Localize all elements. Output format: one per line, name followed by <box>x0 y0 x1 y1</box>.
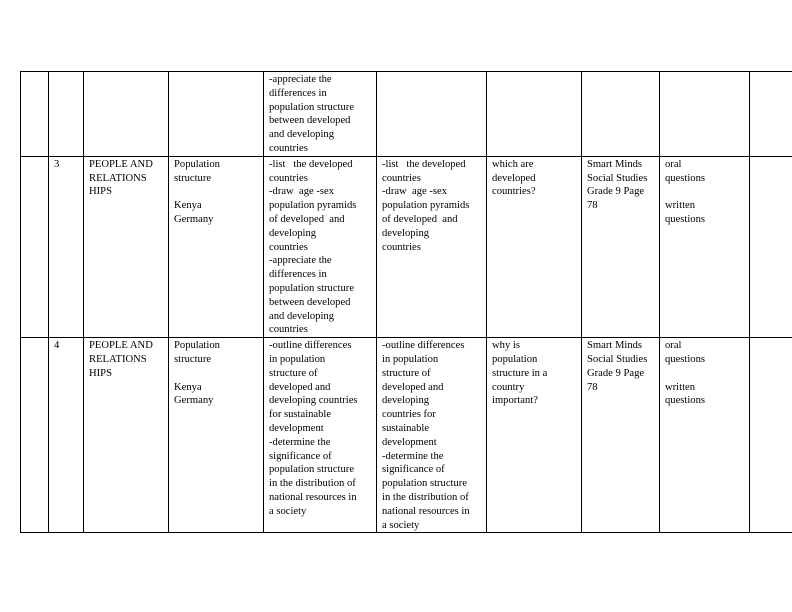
learning-resources-cell <box>582 156 660 337</box>
blank-line <box>665 185 744 199</box>
assessment-line: questions <box>665 172 706 184</box>
resources-line: 78 <box>587 381 598 393</box>
table-row <box>21 156 792 337</box>
outcomes-line: differences in <box>269 87 327 99</box>
resources-line: Grade 9 Page <box>587 186 645 198</box>
outcomes-line: between developed <box>269 115 351 127</box>
assessment-cell <box>660 338 750 533</box>
blank-cell <box>21 72 49 157</box>
outcomes-line: -draw age -sex <box>269 186 335 198</box>
experiences-line: countries for <box>382 409 436 421</box>
strand-cell <box>84 338 169 533</box>
blank-line <box>174 367 258 381</box>
outcomes-line: and developing <box>269 129 335 141</box>
inquiry-line: countries? <box>492 186 536 198</box>
table-row <box>21 338 792 533</box>
sub-strand-cell <box>169 72 264 157</box>
outcomes-line: countries <box>269 142 308 154</box>
sub-strand-cell <box>169 156 264 337</box>
sub_strand_examples-line: Kenya <box>174 200 202 212</box>
assessment-cell <box>660 156 750 337</box>
experiences-line: population structure <box>382 478 468 490</box>
resources-line: Social Studies <box>587 172 648 184</box>
experiences-line: in population <box>382 353 439 365</box>
sub_strand_examples-line: Germany <box>174 213 214 225</box>
outcomes-line: developed and <box>269 381 331 393</box>
sub_strand_examples-line: Germany <box>174 395 214 407</box>
outcomes-line: national resources in <box>269 491 357 503</box>
strand-line: PEOPLE AND <box>89 340 153 352</box>
reflection-cell <box>750 338 792 533</box>
inquiry-line: population <box>492 353 538 365</box>
table-body <box>21 72 792 533</box>
outcomes-line: developing <box>269 227 317 239</box>
outcomes-line: -list the developed <box>269 158 353 170</box>
experiences-line: developing <box>382 395 430 407</box>
inquiry-line: country <box>492 381 525 393</box>
strand-line: RELATIONS <box>89 172 147 184</box>
experiences-line: -outline differences <box>382 340 465 352</box>
experiences-line: developing <box>382 227 430 239</box>
inquiry-line: structure in a <box>492 367 548 379</box>
experiences-line: -draw age -sex <box>382 186 448 198</box>
outcomes-line: countries <box>269 172 308 184</box>
scheme-of-work-table <box>20 71 792 533</box>
outcomes-line: and developing <box>269 310 335 322</box>
inquiry-question-cell <box>487 156 582 337</box>
sub_strand-line: structure <box>174 353 212 365</box>
sub_strand-line: Population <box>174 340 220 352</box>
sub_strand_examples-line: Kenya <box>174 381 202 393</box>
reflection-cell <box>750 72 792 157</box>
outcomes-line: population pyramids <box>269 200 357 212</box>
week-cell: 4 <box>49 338 84 533</box>
experiences-line: in the distribution of <box>382 491 469 503</box>
learning-outcomes-cell <box>264 72 377 157</box>
strand-line: HIPS <box>89 186 112 198</box>
outcomes-line: -appreciate the <box>269 74 332 85</box>
inquiry-line: important? <box>492 395 538 407</box>
blank-line <box>174 185 258 199</box>
resources-line: 78 <box>587 200 598 212</box>
experiences-line: developed and <box>382 381 444 393</box>
outcomes-line: developing countries <box>269 395 358 407</box>
outcomes-line: population structure <box>269 101 355 113</box>
week-cell <box>49 72 84 157</box>
experiences-line: -list the developed <box>382 158 466 170</box>
experiences-line: national resources in <box>382 505 470 517</box>
resources-line: Grade 9 Page <box>587 367 645 379</box>
outcomes-line: -determine the <box>269 436 331 448</box>
outcomes-line: differences in <box>269 269 327 281</box>
outcomes-line: structure of <box>269 367 318 379</box>
experiences-line: a society <box>382 519 420 531</box>
learning-resources-cell <box>582 72 660 157</box>
outcomes-line: -appreciate the <box>269 255 332 267</box>
learning-experiences-cell <box>377 156 487 337</box>
outcomes-line: for sustainable <box>269 409 332 421</box>
assessment-line: oral <box>665 340 682 352</box>
sub_strand-line: Population <box>174 158 220 170</box>
experiences-line: -determine the <box>382 450 444 462</box>
outcomes-line: -outline differences <box>269 340 352 352</box>
experiences-line: countries <box>382 172 421 184</box>
outcomes-line: population structure <box>269 282 355 294</box>
blank-line <box>665 367 744 381</box>
blank-cell <box>21 156 49 337</box>
learning-resources-cell <box>582 338 660 533</box>
reflection-cell <box>750 156 792 337</box>
assessment-cell <box>660 72 750 157</box>
blank-cell <box>21 338 49 533</box>
sub_strand-line: structure <box>174 172 212 184</box>
experiences-line: countries <box>382 241 421 253</box>
assessment_extra-line: questions <box>665 395 706 407</box>
assessment-line: questions <box>665 353 706 365</box>
outcomes-line: population structure <box>269 464 355 476</box>
assessment-line: oral <box>665 158 682 170</box>
learning-experiences-cell <box>377 72 487 157</box>
assessment_extra-line: written <box>665 200 696 212</box>
sub-strand-cell <box>169 338 264 533</box>
table-row <box>21 72 792 157</box>
outcomes-line: significance of <box>269 450 332 462</box>
assessment_extra-line: written <box>665 381 696 393</box>
learning-outcomes-cell <box>264 338 377 533</box>
resources-line: Smart Minds <box>587 340 643 352</box>
strand-line: HIPS <box>89 367 112 379</box>
week-cell: 3 <box>49 156 84 337</box>
inquiry-line: which are <box>492 158 534 170</box>
outcomes-line: countries <box>269 324 308 336</box>
strand-line: RELATIONS <box>89 353 147 365</box>
outcomes-line: a society <box>269 505 307 517</box>
outcomes-line: between developed <box>269 296 351 308</box>
experiences-line: significance of <box>382 464 445 476</box>
outcomes-line: in population <box>269 353 326 365</box>
inquiry-question-cell <box>487 72 582 157</box>
learning-outcomes-cell <box>264 156 377 337</box>
assessment_extra-line: questions <box>665 213 706 225</box>
experiences-line: structure of <box>382 367 431 379</box>
inquiry-question-cell <box>487 338 582 533</box>
strand-cell <box>84 72 169 157</box>
experiences-line: development <box>382 436 437 448</box>
outcomes-line: development <box>269 422 324 434</box>
strand-cell <box>84 156 169 337</box>
outcomes-line: countries <box>269 241 308 253</box>
inquiry-line: developed <box>492 172 536 184</box>
resources-line: Social Studies <box>587 353 648 365</box>
inquiry-line: why is <box>492 340 520 352</box>
experiences-line: population pyramids <box>382 200 470 212</box>
experiences-line: of developed and <box>382 213 458 225</box>
learning-experiences-cell <box>377 338 487 533</box>
outcomes-line: of developed and <box>269 213 345 225</box>
strand-line: PEOPLE AND <box>89 158 153 170</box>
outcomes-line: in the distribution of <box>269 478 356 490</box>
experiences-line: sustainable <box>382 422 430 434</box>
resources-line: Smart Minds <box>587 158 643 170</box>
